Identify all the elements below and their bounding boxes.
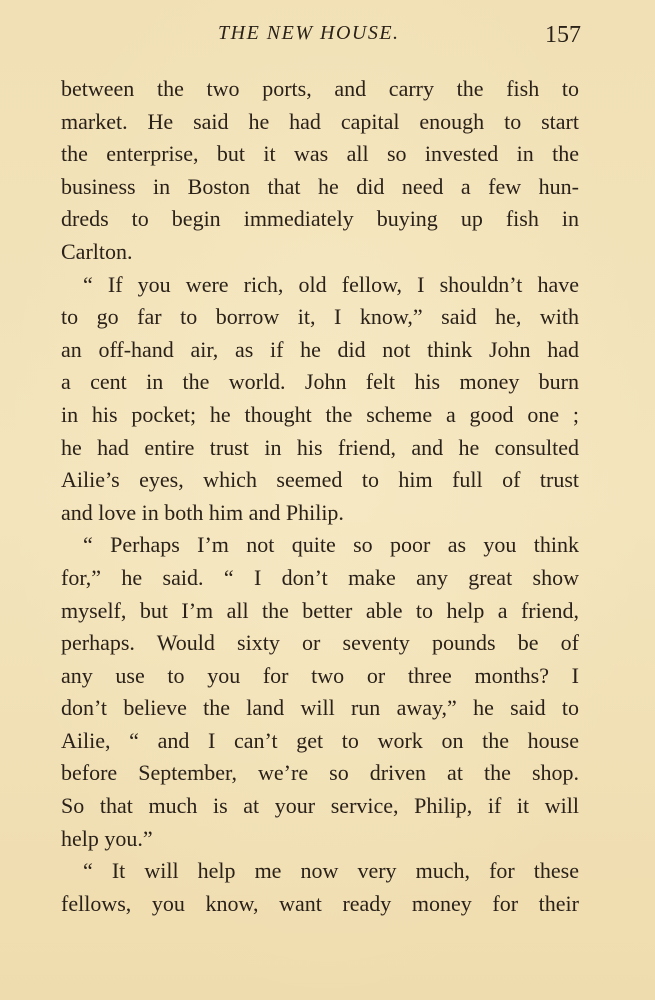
- text-line: help you.”: [61, 825, 153, 851]
- text-line: fellows, you know, want ready money for their: [61, 890, 579, 916]
- text-line: the enterprise, but it was all so invested in the: [61, 141, 579, 167]
- text-line: “ It will help me now very much, for these: [83, 858, 579, 884]
- text-line: a cent in the world. John felt his money burn: [61, 369, 579, 395]
- text-line: dreds to begin immediately buying up fish in: [61, 206, 579, 232]
- body-text: [61, 73, 579, 920]
- text-line: Ailie, “ and I can’t get to work on the house: [61, 727, 579, 753]
- running-head: THE NEW HOUSE.: [218, 22, 400, 44]
- text-line: and love in both him and Philip.: [61, 499, 344, 525]
- text-line: So that much is at your service, Philip, if it will: [61, 793, 579, 819]
- text-line: “ If you were rich, old fellow, I shouldn’t have: [83, 271, 579, 297]
- text-line: to go far to borrow it, I know,” said he, with: [61, 304, 579, 330]
- text-line: any use to you for two or three months? I: [61, 662, 579, 688]
- text-line: between the two ports, and carry the fish to: [61, 76, 579, 101]
- text-line: perhaps. Would sixty or seventy pounds be of: [61, 630, 579, 656]
- text-line: an off-hand air, as if he did not think John had: [61, 336, 579, 362]
- text-line: don’t believe the land will run away,” he said to: [61, 695, 579, 721]
- text-line: Ailie’s eyes, which seemed to him full of trust: [61, 467, 579, 493]
- text-line: “ Perhaps I’m not quite so poor as you think: [83, 532, 579, 558]
- text-line: Carlton.: [61, 238, 133, 264]
- page-number: 157: [545, 22, 581, 48]
- text-line: before September, we’re so driven at the shop.: [61, 760, 579, 786]
- text-line: business in Boston that he did need a few hun-: [61, 173, 579, 199]
- text-line: myself, but I’m all the better able to help a friend,: [61, 597, 579, 623]
- text-line: market. He said he had capital enough to start: [61, 108, 579, 134]
- text-line: he had entire trust in his friend, and he consulted: [61, 434, 579, 460]
- text-line: in his pocket; he thought the scheme a good one ;: [61, 401, 579, 427]
- text-line: for,” he said. “ I don’t make any great show: [61, 564, 579, 590]
